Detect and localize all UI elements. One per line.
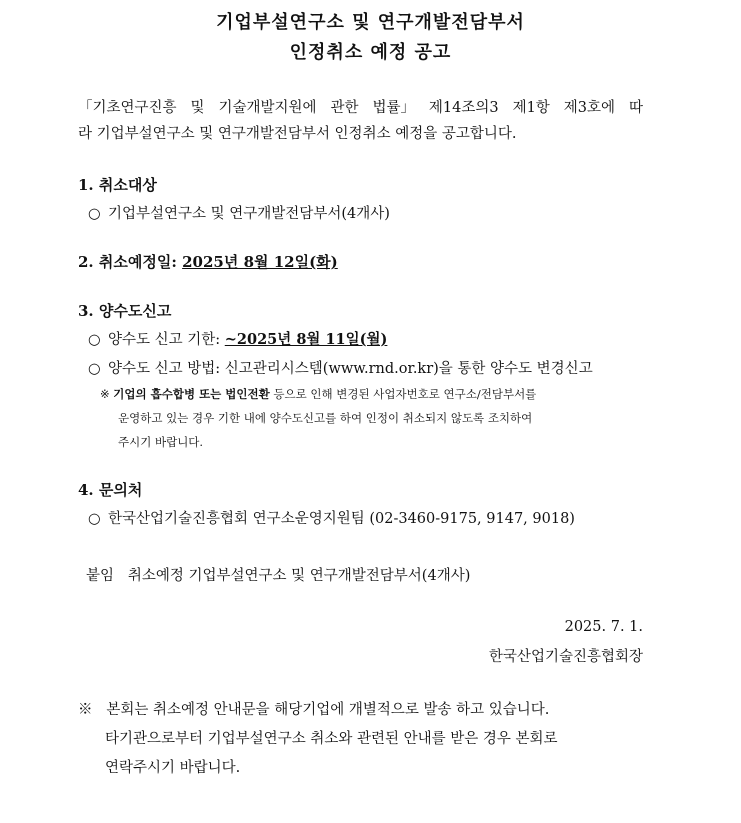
section1-item-text: 기업부설연구소 및 연구개발전담부서(4개사) [108,206,390,222]
note-rest-text: 등으로 인해 변경된 사업자번호로 연구소/전담부서를 [269,387,537,401]
closing-line2: 타기관으로부터 기업부설연구소 취소와 관련된 안내를 받은 경우 본회로 [105,731,558,747]
section3-item2 [88,357,593,378]
section3-item1 [88,328,387,349]
attachment-label: 붙임 [86,568,115,584]
intro-line1 [78,96,643,117]
intro-word: 제14조의3 [428,100,499,116]
bullet-circle-icon: ○ [88,361,101,377]
closing-line1 [78,698,549,719]
document-title-line1: 기업부설연구소 및 연구개발전담부서 [216,12,525,33]
closing-mark-icon: ※ [78,702,93,718]
section3-note-line3: 주시기 바랍니다. [118,435,204,449]
section3-note-line1 [100,386,536,402]
intro-word: 제3호에 [563,100,616,116]
section3-item1-label: 양수도 신고 기한: [108,332,221,348]
note-mark-icon: ※ [100,387,110,401]
section4-heading: 4. 문의처 [78,481,143,499]
closing-line3: 연락주시기 바랍니다. [105,760,241,776]
transfer-deadline: ~2025년 8월 11일(월) [224,331,388,348]
bullet-circle-icon: ○ [88,206,101,222]
closing-line1-text: 본회는 취소예정 안내문을 해당기업에 개별적으로 발송 하고 있습니다. [106,702,550,718]
section2-line [78,251,338,272]
footer-organization: 한국산업기술진흥협회장 [488,649,643,665]
bullet-circle-icon: ○ [88,511,101,527]
intro-word: 및 [190,100,205,116]
section1-heading: 1. 취소대상 [78,176,157,194]
section2-label: 2. 취소예정일: [78,253,177,271]
intro-line2: 라 기업부설연구소 및 연구개발전담부서 인정취소 예정을 공고합니다. [78,126,517,142]
contact-text: 한국산업기술진흥협회 연구소운영지원팀 (02-3460-9175, 9147, 9018) [108,511,575,527]
attachment-line [86,564,470,585]
section4-item [88,507,575,528]
bullet-circle-icon: ○ [88,332,101,348]
section3-item2-text: 양수도 신고 방법: 신고관리시스템(www.rnd.or.kr)을 통한 양수도 변경신고 [108,361,593,377]
section3-heading: 3. 양수도신고 [78,302,172,320]
section3-note-line2: 운영하고 있는 경우 기한 내에 양수도신고를 하여 인정이 취소되지 않도록 조치하여 [118,411,533,425]
attachment-text: 취소예정 기업부설연구소 및 연구개발전담부서(4개사) [127,568,471,584]
section1-item [88,202,390,223]
intro-word: 제1항 [512,100,550,116]
intro-word: 법률」 [372,100,415,116]
intro-word: 기술개발지원에 [218,100,317,116]
intro-word: 관한 [330,100,359,116]
intro-word: 따 [628,100,643,116]
document-title-line2: 인정취소 예정 공고 [289,42,452,63]
footer-date: 2025. 7. 1. [564,619,643,635]
note-bold-text: 기업의 흡수합병 또는 법인전환 [113,387,270,401]
cancel-date: 2025년 8월 12일(화) [182,253,338,271]
intro-word: 「기초연구진흥 [78,100,177,116]
